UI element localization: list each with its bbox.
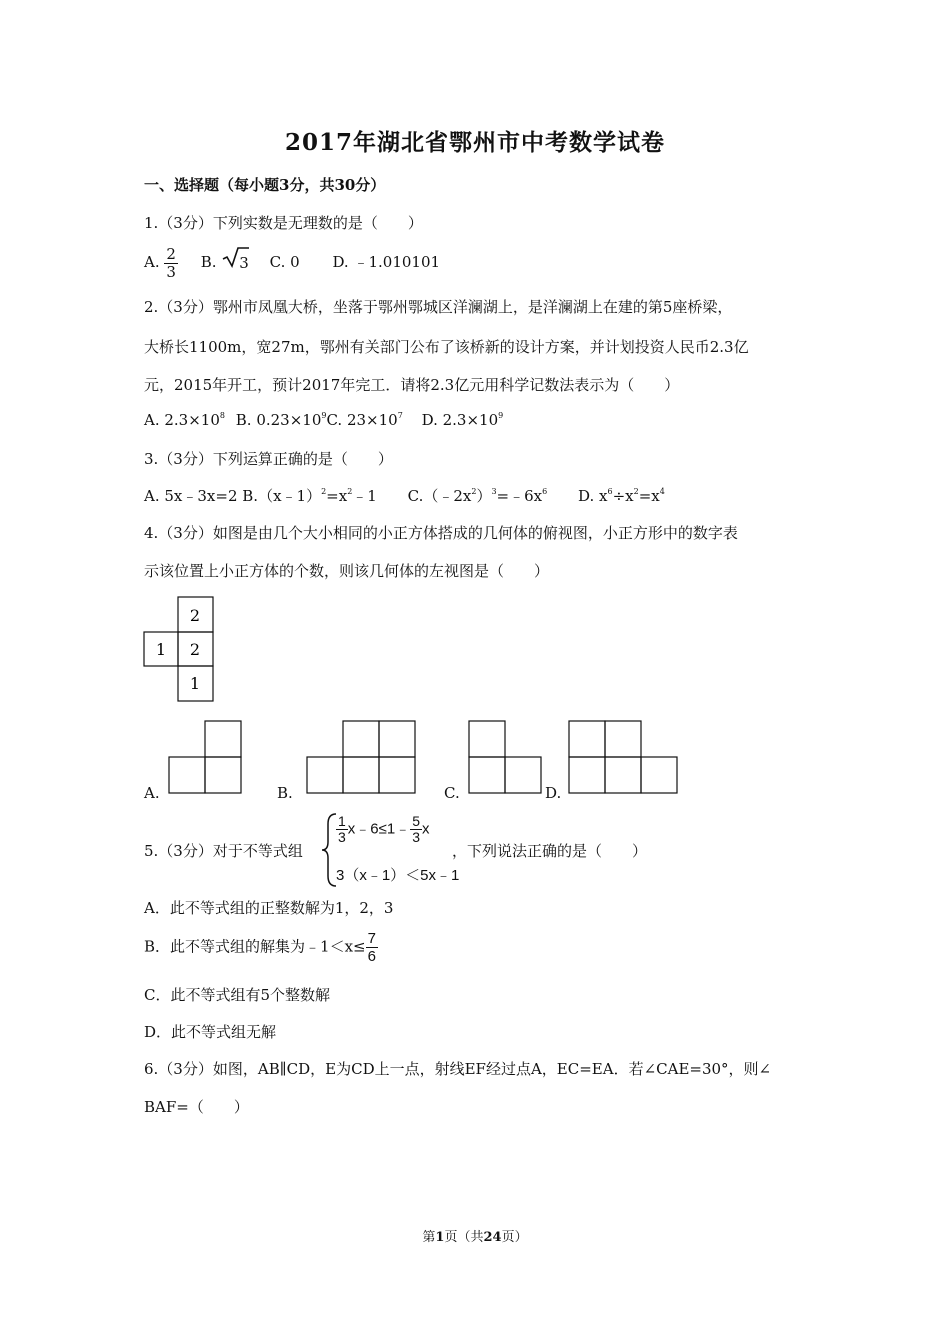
q3-option-a: A. 5x﹣3x=2 xyxy=(144,487,238,505)
q3-option-c xyxy=(408,487,548,505)
q3-option-b-exponent: 2 xyxy=(321,487,327,496)
q2-options xyxy=(144,411,503,429)
section-heading: 一、选择题（每小题3分，共30分） xyxy=(144,176,386,194)
q3-option-c-part: C.（﹣2x xyxy=(407,487,472,505)
q6-line-2: BAF=（ ） xyxy=(144,1098,249,1116)
fraction-numerator: 7 xyxy=(367,930,376,947)
fraction-denominator: 3 xyxy=(166,262,176,281)
footer-text: 第 xyxy=(422,1230,436,1245)
q2-option-d: D. 2.3×10 xyxy=(421,411,499,429)
q2-option-a: A. 2.3×10 xyxy=(144,411,220,429)
q3-option-b-part: =x xyxy=(326,487,348,505)
q3-option-b-exponent: 2 xyxy=(347,487,353,496)
q4-option-d-figure xyxy=(568,720,680,796)
q1-option-b-radicand: 3 xyxy=(239,254,249,272)
inequality-fraction xyxy=(336,814,348,845)
footer-page-number: 1 xyxy=(435,1230,445,1245)
q4-option-c-label: C. xyxy=(444,784,460,802)
q2-option-c-exponent: 7 xyxy=(397,411,403,420)
q5-stem-prefix: 5.（3分）对于不等式组 xyxy=(144,842,303,860)
inequality-text: x﹣6≤1﹣ xyxy=(347,820,411,838)
q1-option-c: C. 0 xyxy=(269,253,300,271)
q3-option-d xyxy=(578,487,665,505)
q5-option-b xyxy=(144,930,378,965)
q3-option-d-exponent: 2 xyxy=(633,487,639,496)
q2-option-b-exponent: 9 xyxy=(321,411,327,420)
q3-option-d-part: ÷x xyxy=(612,487,634,505)
q3-option-d-part: =x xyxy=(638,487,660,505)
q6-line-1: 6.（3分）如图，AB∥CD，E为CD上一点，射线EF经过点A，EC=EA．若∠CAE=30°，则∠ xyxy=(144,1060,772,1078)
q5-option-c: C．此不等式组有5个整数解 xyxy=(144,986,331,1004)
q3-option-c-exponent: 6 xyxy=(542,487,548,496)
q3-option-b xyxy=(242,487,377,505)
q1-option-b-label: B. xyxy=(200,253,217,271)
q5-inequality-1 xyxy=(336,814,430,845)
q2-option-b: B. 0.23×10 xyxy=(235,411,322,429)
q2-line-3: 元，2015年开工，预计2017年完工．请将2.3亿元用科学记数法表示为（ ） xyxy=(144,376,680,394)
grid-number-top: 2 xyxy=(189,606,201,625)
q3-option-c-part: ） xyxy=(476,487,492,505)
q4-option-a-label: A. xyxy=(144,784,160,802)
page-footer xyxy=(0,1226,950,1245)
q5-option-b-fraction xyxy=(366,930,378,965)
fraction-denominator: 6 xyxy=(367,948,376,965)
q3-option-c-exponent: 3 xyxy=(491,487,497,496)
q2-option-d-exponent: 9 xyxy=(498,411,504,420)
q3-options xyxy=(144,485,665,506)
q4-line-1: 4.（3分）如图是由几个大小相同的小正方体搭成的几何体的俯视图，小正方形中的数字表 xyxy=(144,524,738,542)
fraction-denominator: 3 xyxy=(338,829,346,845)
grid-number-bottom: 1 xyxy=(189,674,201,693)
q5-option-a: A．此不等式组的正整数解为1，2，3 xyxy=(144,899,394,917)
q4-option-b-figure xyxy=(306,720,418,796)
fraction-numerator: 2 xyxy=(166,244,176,263)
q1-option-d: D. ﹣1.010101 xyxy=(332,253,441,271)
q1-stem: 1.（3分）下列实数是无理数的是（ ） xyxy=(144,214,423,232)
q3-option-d-exponent: 4 xyxy=(659,487,665,496)
fraction-numerator: 5 xyxy=(412,813,421,829)
page-title: 2017年湖北省鄂州市中考数学试卷 xyxy=(284,129,665,156)
grid-number-middle: 2 xyxy=(189,640,201,659)
q2-option-a-exponent: 8 xyxy=(219,411,225,420)
q2-option-c: C. 23×10 xyxy=(326,411,398,429)
q3-option-b-part: B.（x﹣1） xyxy=(242,487,322,505)
q1-option-a-label: A. xyxy=(144,253,160,271)
q5-stem-suffix: ，下列说法正确的是（ ） xyxy=(452,842,648,860)
q3-option-d-exponent: 6 xyxy=(607,487,613,496)
q1-option-a-fraction xyxy=(164,246,178,281)
fraction-numerator: 1 xyxy=(338,813,346,829)
grid-number-left: 1 xyxy=(155,640,167,659)
q2-line-1: 2.（3分）鄂州市凤凰大桥，坐落于鄂州鄂城区洋澜湖上，是洋澜湖上在建的第5座桥梁， xyxy=(144,298,733,316)
q4-option-d-label: D. xyxy=(545,784,562,802)
inequality-fraction xyxy=(410,814,422,845)
top-view-grid xyxy=(143,596,217,702)
q5-inequality-2: 3（x﹣1）＜5x﹣1 xyxy=(336,867,460,884)
q3-option-c-part: =﹣6x xyxy=(496,487,543,505)
inequality-text: x xyxy=(422,820,430,838)
q4-option-b-label: B. xyxy=(277,784,293,802)
footer-total-pages: 24 xyxy=(483,1230,502,1245)
q3-option-b-part: ﹣1 xyxy=(352,487,377,505)
q5-option-b-text: B．此不等式组的解集为﹣1＜x≤ xyxy=(144,937,366,956)
q4-line-2: 示该位置上小正方体的个数，则该几何体的左视图是（ ） xyxy=(144,562,550,580)
q1-options xyxy=(144,244,440,282)
q5-option-d: D．此不等式组无解 xyxy=(144,1023,277,1041)
footer-text: 页） xyxy=(501,1230,528,1245)
q2-line-2: 大桥长1100m，宽27m，鄂州有关部门公布了该桥新的设计方案，并计划投资人民币2.3亿 xyxy=(144,338,749,356)
footer-text: 页（共 xyxy=(444,1230,484,1245)
q4-option-a-figure xyxy=(168,720,244,796)
fraction-denominator: 3 xyxy=(412,829,421,845)
q3-stem: 3.（3分）下列运算正确的是（ ） xyxy=(144,450,393,468)
q3-option-d-part: D. x xyxy=(578,487,608,505)
q4-option-c-figure xyxy=(468,720,544,796)
q3-option-c-exponent: 2 xyxy=(471,487,477,496)
